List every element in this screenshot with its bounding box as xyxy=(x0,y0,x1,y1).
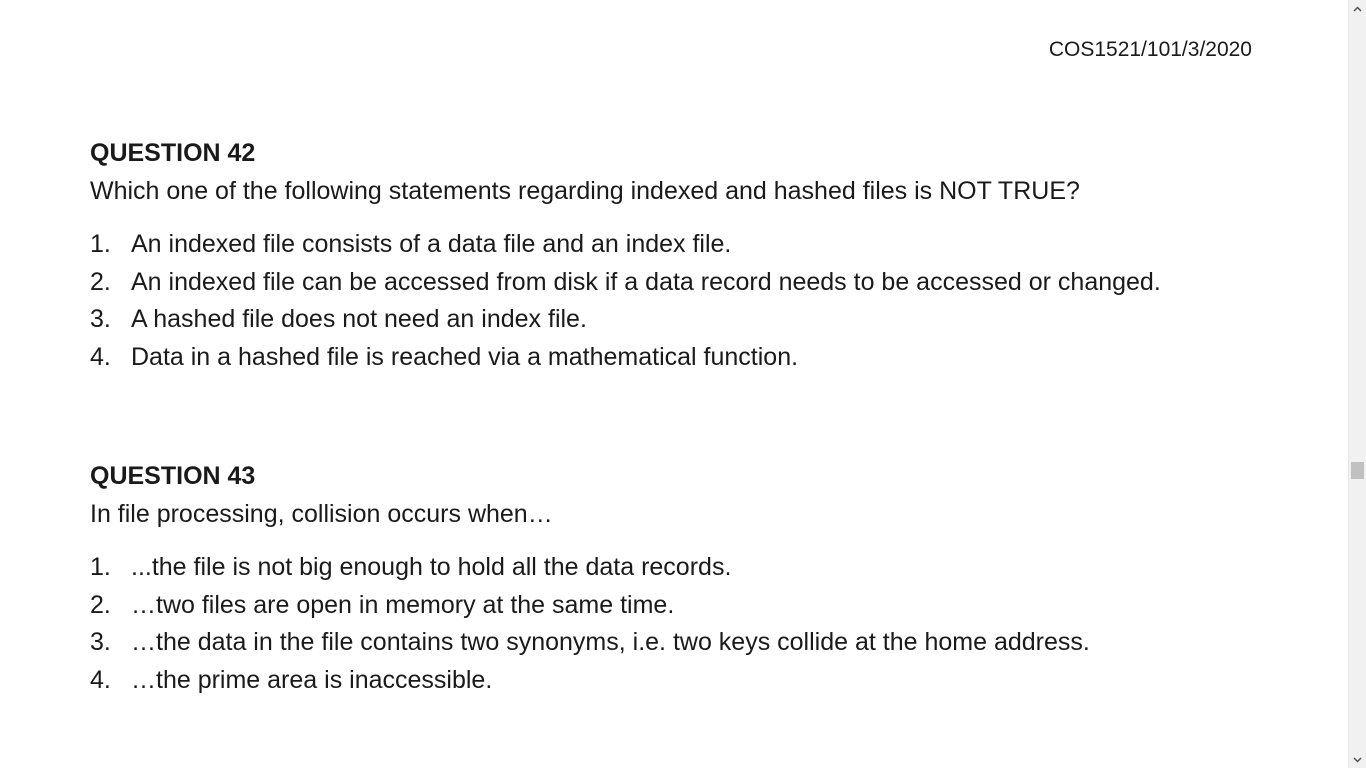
option-number: 4. xyxy=(90,665,111,694)
answer-option xyxy=(90,264,1290,302)
scroll-down-button[interactable] xyxy=(1349,751,1366,768)
answer-option xyxy=(90,587,1290,625)
option-number: 3. xyxy=(90,305,111,333)
option-text: …the data in the file contains two synonyms, i.e. two keys collide at the home address. xyxy=(131,628,1090,656)
chevron-down-icon xyxy=(1353,757,1362,763)
option-number: 3. xyxy=(90,628,111,656)
document-reference: COS1521/101/3/2020 xyxy=(1048,38,1252,61)
chevron-up-icon xyxy=(1353,6,1362,12)
scroll-up-button[interactable] xyxy=(1349,0,1366,17)
option-text: …the prime area is inaccessible. xyxy=(131,665,493,694)
question-title: QUESTION 42 xyxy=(90,139,256,167)
answer-option xyxy=(90,549,1290,587)
option-number: 2. xyxy=(90,590,111,619)
option-text: An indexed file can be accessed from disk if a data record needs to be accessed or changed. xyxy=(131,267,1161,296)
option-number: 1. xyxy=(90,230,111,258)
option-text: An indexed file consists of a data file and an index file. xyxy=(131,230,732,258)
scroll-thumb[interactable] xyxy=(1351,462,1364,479)
question-42 xyxy=(90,138,1290,376)
option-number: 4. xyxy=(90,342,111,371)
question-stem: Which one of the following statements regarding indexed and hashed files is NOT TRUE? xyxy=(90,177,1080,205)
option-number: 1. xyxy=(90,553,111,581)
answer-option xyxy=(90,339,1290,377)
answer-option xyxy=(90,624,1290,662)
option-text: Data in a hashed file is reached via a mathematical function. xyxy=(131,342,799,371)
vertical-scrollbar[interactable] xyxy=(1348,0,1366,768)
answer-options xyxy=(90,549,1290,699)
answer-option xyxy=(90,226,1290,264)
option-text: ...the file is not big enough to hold all the data records. xyxy=(131,553,732,581)
answer-option xyxy=(90,301,1290,339)
option-text: A hashed file does not need an index file. xyxy=(131,305,587,333)
question-stem: In file processing, collision occurs when… xyxy=(90,500,553,528)
question-43 xyxy=(90,461,1290,699)
option-text: …two files are open in memory at the same time. xyxy=(131,590,675,619)
question-title: QUESTION 43 xyxy=(90,462,256,490)
answer-options xyxy=(90,226,1290,376)
option-number: 2. xyxy=(90,267,111,296)
answer-option xyxy=(90,662,1290,700)
